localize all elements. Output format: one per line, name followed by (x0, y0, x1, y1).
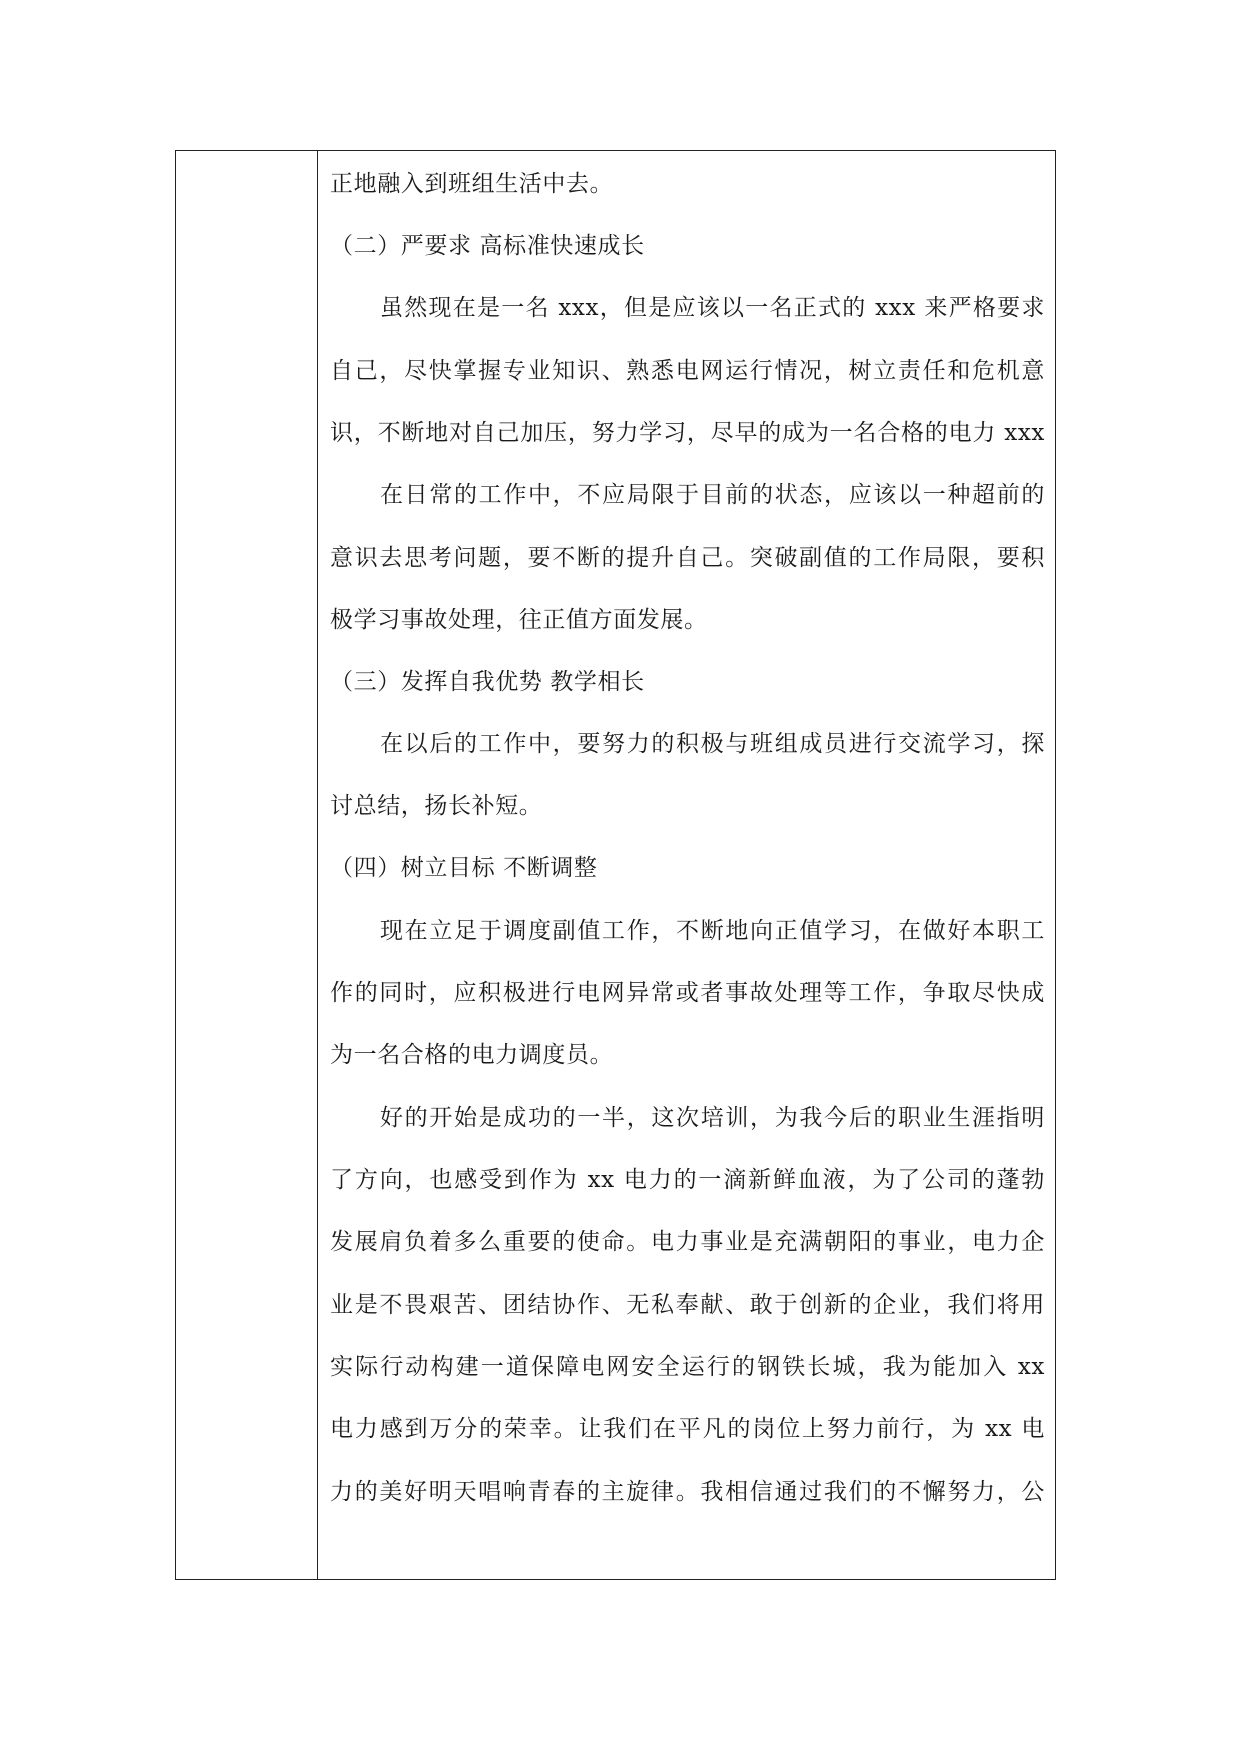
text-line: 正地融入到班组生活中去。 (330, 171, 614, 197)
table-content-cell (318, 151, 1055, 1579)
section-heading: （三）发挥自我优势 教学相长 (330, 669, 645, 695)
text-line: 自己，尽快掌握专业知识、熟悉电网运行情况，树立责任和危机意 (330, 358, 1045, 384)
text-line: 虽然现在是一名 xxx，但是应该以一名正式的 xxx 来严格要求 (380, 295, 1045, 321)
text-line: 了方向，也感受到作为 xx 电力的一滴新鲜血液，为了公司的蓬勃 (330, 1167, 1045, 1193)
text-line: 现在立足于调度副值工作，不断地向正值学习，在做好本职工 (380, 918, 1045, 944)
text-line: 发展肩负着多么重要的使命。电力事业是充满朝阳的事业，电力企 (330, 1229, 1045, 1255)
text-line: 业是不畏艰苦、团结协作、无私奉献、敢于创新的企业，我们将用 (330, 1292, 1045, 1318)
text-line: 识，不断地对自己加压，努力学习，尽早的成为一名合格的电力 xxx (330, 420, 1045, 446)
text-line: 为一名合格的电力调度员。 (330, 1042, 614, 1068)
text-line: 意识去思考问题，要不断的提升自己。突破副值的工作局限，要积 (330, 545, 1045, 571)
text-line: 实际行动构建一道保障电网安全运行的钢铁长城，我为能加入 xx (330, 1354, 1045, 1380)
text-line: 好的开始是成功的一半，这次培训，为我今后的职业生涯指明 (380, 1105, 1045, 1131)
text-line: 作的同时，应积极进行电网异常或者事故处理等工作，争取尽快成 (330, 980, 1045, 1006)
section-heading: （四）树立目标 不断调整 (330, 855, 598, 881)
text-line: 在以后的工作中，要努力的积极与班组成员进行交流学习，探 (380, 731, 1045, 757)
table-label-column (176, 151, 318, 1579)
text-line: 电力感到万分的荣幸。让我们在平凡的岗位上努力前行，为 xx 电 (330, 1416, 1045, 1442)
text-line: 在日常的工作中，不应局限于目前的状态，应该以一种超前的 (380, 482, 1045, 508)
text-line: 力的美好明天唱响青春的主旋律。我相信通过我们的不懈努力，公 (330, 1479, 1045, 1505)
text-line: 讨总结，扬长补短。 (330, 793, 543, 819)
document-table (175, 150, 1056, 1580)
text-line: 极学习事故处理，往正值方面发展。 (330, 607, 708, 633)
section-heading: （二）严要求 高标准快速成长 (330, 233, 645, 259)
